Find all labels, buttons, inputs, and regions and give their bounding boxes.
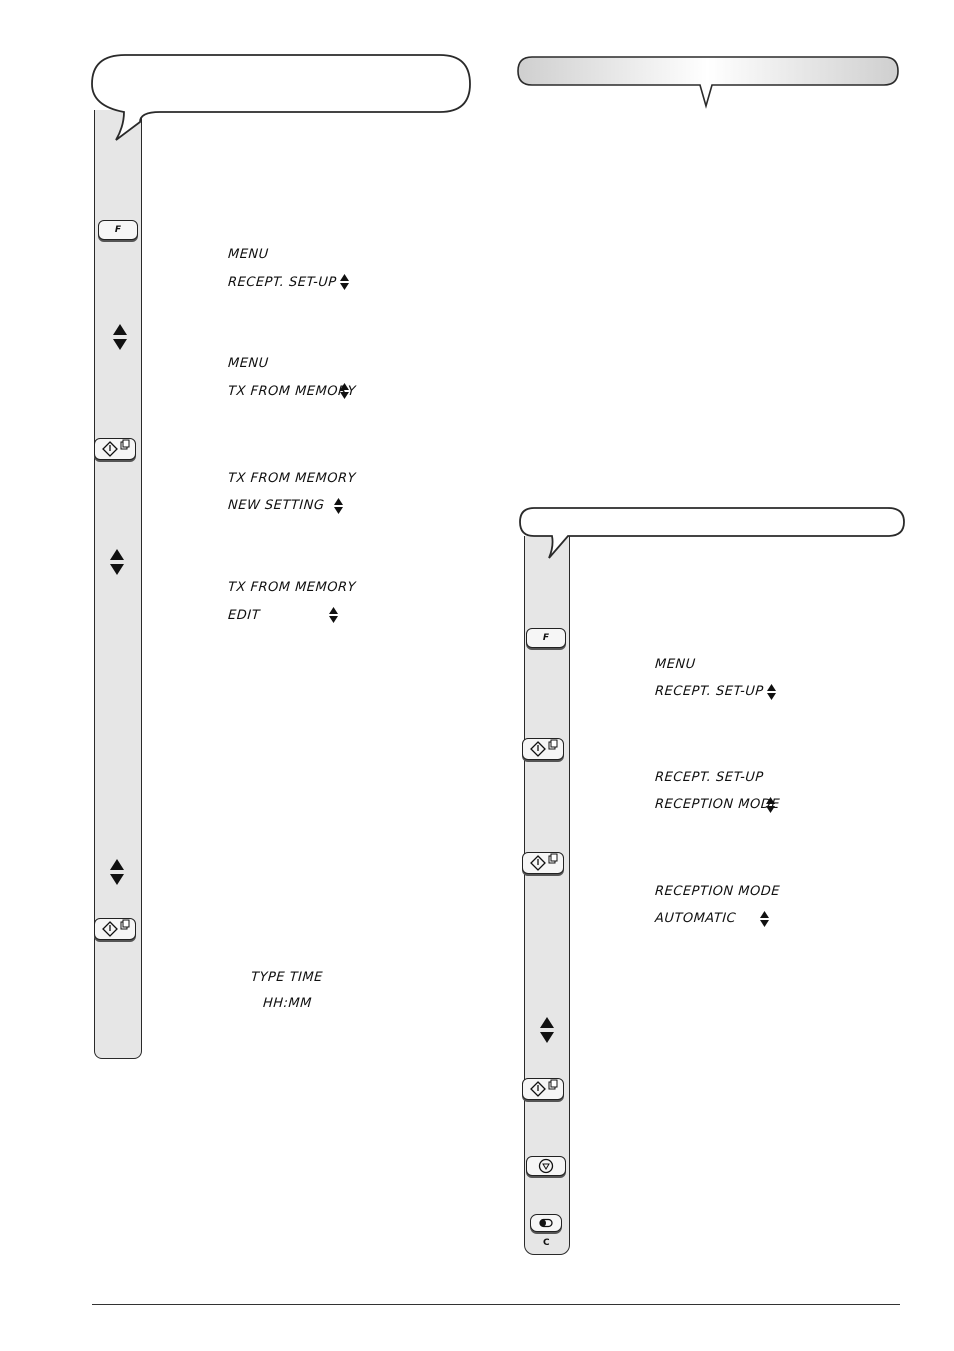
start-copy-icon <box>526 739 560 759</box>
lcd-line-1: MENU <box>227 247 270 262</box>
clear-key-label: C <box>543 1238 550 1248</box>
start-copy-key[interactable] <box>522 738 564 760</box>
start-copy-icon <box>526 853 560 873</box>
start-copy-icon <box>526 1079 560 1099</box>
lcd-line-2: RECEPTION MODE <box>654 797 781 812</box>
lcd-line-1: MENU <box>654 657 697 672</box>
lcd-line-1: RECEPTION MODE <box>654 884 781 899</box>
lcd-line-1: RECEPT. SET-UP <box>654 770 765 785</box>
start-copy-key[interactable] <box>522 852 564 874</box>
lcd-line-1: MENU <box>227 356 270 371</box>
updown-icon <box>329 607 338 623</box>
start-copy-key[interactable] <box>522 1078 564 1100</box>
lcd-line-2: TX FROM MEMORY <box>227 384 357 399</box>
start-copy-key[interactable] <box>94 918 136 940</box>
lcd-line-2: AUTOMATIC <box>654 911 737 926</box>
stop-key[interactable] <box>526 1156 566 1176</box>
function-key[interactable]: F <box>98 220 138 240</box>
updown-icon <box>766 797 775 813</box>
start-copy-icon <box>98 919 132 939</box>
lcd-line-2: NEW SETTING <box>227 498 325 513</box>
clear-key[interactable] <box>530 1214 562 1232</box>
function-key[interactable]: F <box>526 628 566 648</box>
lcd-line-2: EDIT <box>227 608 261 623</box>
lcd-line-1: TYPE TIME <box>250 970 324 985</box>
scroll-arrows-icon[interactable] <box>539 1016 555 1044</box>
right-speech-bubble <box>0 0 954 570</box>
scroll-arrows-icon[interactable] <box>109 858 125 886</box>
lcd-line-1: TX FROM MEMORY <box>227 471 357 486</box>
lcd-line-1: TX FROM MEMORY <box>227 580 357 595</box>
updown-icon <box>767 684 776 700</box>
stop-icon <box>538 1158 554 1174</box>
lcd-line-2: RECEPT. SET-UP <box>654 684 765 699</box>
lcd-line-2: RECEPT. SET-UP <box>227 275 338 290</box>
lcd-line-2: HH:MM <box>262 996 313 1011</box>
updown-icon <box>760 911 769 927</box>
footer-rule <box>92 1304 900 1305</box>
clear-icon <box>538 1218 554 1228</box>
